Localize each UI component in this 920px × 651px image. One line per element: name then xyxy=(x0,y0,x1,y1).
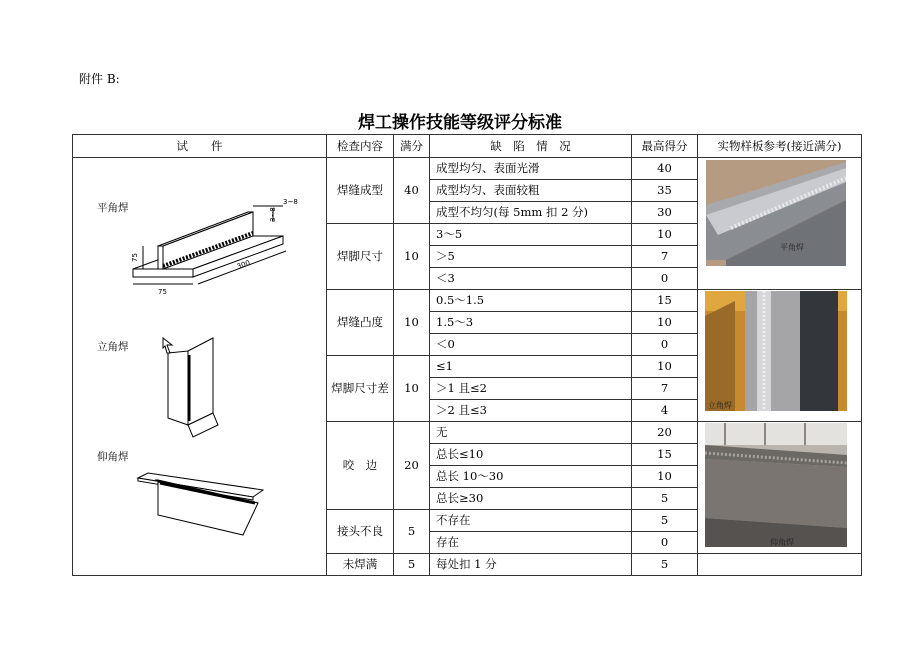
defect-cell: 不存在 xyxy=(430,510,632,532)
defect-cell: 1.5～3 xyxy=(430,312,632,334)
header-ref: 实物样板参考(接近满分) xyxy=(698,135,862,158)
dim-top: 3~8 xyxy=(283,198,298,206)
item-leg-size: 焊脚尺寸 xyxy=(327,224,394,290)
photo-cell-overhead xyxy=(698,422,862,554)
fillet-overhead-drawing xyxy=(133,470,323,540)
max-score-cell: 40 xyxy=(632,158,698,180)
defect-cell: 成型均匀、表面较粗 xyxy=(430,180,632,202)
defect-cell: 成型不均匀(每 5mm 扣 2 分) xyxy=(430,202,632,224)
max-score-cell: 0 xyxy=(632,334,698,356)
score-underfill: 5 xyxy=(394,554,430,576)
label-fillet-vertical: 立角焊 xyxy=(97,341,129,353)
max-score-cell: 7 xyxy=(632,378,698,400)
item-leg-size-diff: 焊脚尺寸差 xyxy=(327,356,394,422)
defect-cell: 3～5 xyxy=(430,224,632,246)
score-weld-forming: 40 xyxy=(394,158,430,224)
item-convexity: 焊缝凸度 xyxy=(327,290,394,356)
table-row xyxy=(73,158,862,180)
defect-cell: 总长≤10 xyxy=(430,444,632,466)
defect-cell: 总长≥30 xyxy=(430,488,632,510)
header-item: 检查内容 xyxy=(327,135,394,158)
max-score-cell: 20 xyxy=(632,422,698,444)
header-row xyxy=(73,135,862,158)
score-leg-size: 10 xyxy=(394,224,430,290)
fillet-vertical-drawing xyxy=(158,333,238,438)
max-score-cell: 4 xyxy=(632,400,698,422)
max-score-cell: 30 xyxy=(632,202,698,224)
label-fillet-flat: 平角焊 xyxy=(97,202,129,214)
max-score-cell: 10 xyxy=(632,466,698,488)
page-title: 焊工操作技能等级评分标准 xyxy=(358,113,562,133)
score-undercut: 20 xyxy=(394,422,430,510)
max-score-cell: 10 xyxy=(632,356,698,378)
defect-cell: 无 xyxy=(430,422,632,444)
max-score-cell: 5 xyxy=(632,510,698,532)
dim-length: 300 xyxy=(235,258,252,271)
max-score-cell: 0 xyxy=(632,268,698,290)
photo-fillet-flat xyxy=(706,160,846,266)
photo-cell-flat xyxy=(698,158,862,290)
max-score-cell: 35 xyxy=(632,180,698,202)
defect-cell: 存在 xyxy=(430,532,632,554)
dim-height: 75 xyxy=(131,253,139,262)
item-weld-forming: 焊缝成型 xyxy=(327,158,394,224)
defect-cell: ＜3 xyxy=(430,268,632,290)
max-score-cell: 15 xyxy=(632,290,698,312)
max-score-cell: 15 xyxy=(632,444,698,466)
defect-cell: 每处扣 1 分 xyxy=(430,554,632,576)
defect-cell: 总长 10～30 xyxy=(430,466,632,488)
header-max: 最高得分 xyxy=(632,135,698,158)
header-sample: 试 件 xyxy=(73,135,327,158)
defect-cell: ＞2 且≤3 xyxy=(430,400,632,422)
scoring-table xyxy=(72,134,862,576)
header-defect: 缺 陷 情 况 xyxy=(430,135,632,158)
max-score-cell: 10 xyxy=(632,312,698,334)
defect-cell: ≤1 xyxy=(430,356,632,378)
photo1-caption: 平角焊 xyxy=(780,243,804,252)
photo-fillet-vertical xyxy=(705,291,847,411)
dim-side: 3~8 xyxy=(269,207,277,222)
defect-cell: ＜0 xyxy=(430,334,632,356)
defect-cell: 成型均匀、表面光滑 xyxy=(430,158,632,180)
max-score-cell: 5 xyxy=(632,554,698,576)
score-leg-size-diff: 10 xyxy=(394,356,430,422)
max-score-cell: 5 xyxy=(632,488,698,510)
annex-label: 附件 B: xyxy=(79,72,120,86)
label-fillet-overhead: 仰角焊 xyxy=(97,451,129,463)
empty-ref-cell xyxy=(698,554,862,576)
max-score-cell: 7 xyxy=(632,246,698,268)
max-score-cell: 0 xyxy=(632,532,698,554)
defect-cell: ＞1 且≤2 xyxy=(430,378,632,400)
defect-cell: ＞5 xyxy=(430,246,632,268)
sample-drawings-cell xyxy=(73,158,327,576)
photo3-caption: 仰角焊 xyxy=(770,538,794,547)
score-joint-defect: 5 xyxy=(394,510,430,554)
item-underfill: 未焊满 xyxy=(327,554,394,576)
item-joint-defect: 接头不良 xyxy=(327,510,394,554)
defect-cell: 0.5～1.5 xyxy=(430,290,632,312)
photo-fillet-overhead xyxy=(705,423,847,547)
header-score: 满分 xyxy=(394,135,430,158)
max-score-cell: 10 xyxy=(632,224,698,246)
score-convexity: 10 xyxy=(394,290,430,356)
fillet-flat-drawing xyxy=(103,194,303,304)
item-undercut: 咬 边 xyxy=(327,422,394,510)
dim-width: 75 xyxy=(158,288,167,296)
photo-cell-vertical xyxy=(698,290,862,422)
photo2-caption: 立角焊 xyxy=(708,401,732,410)
